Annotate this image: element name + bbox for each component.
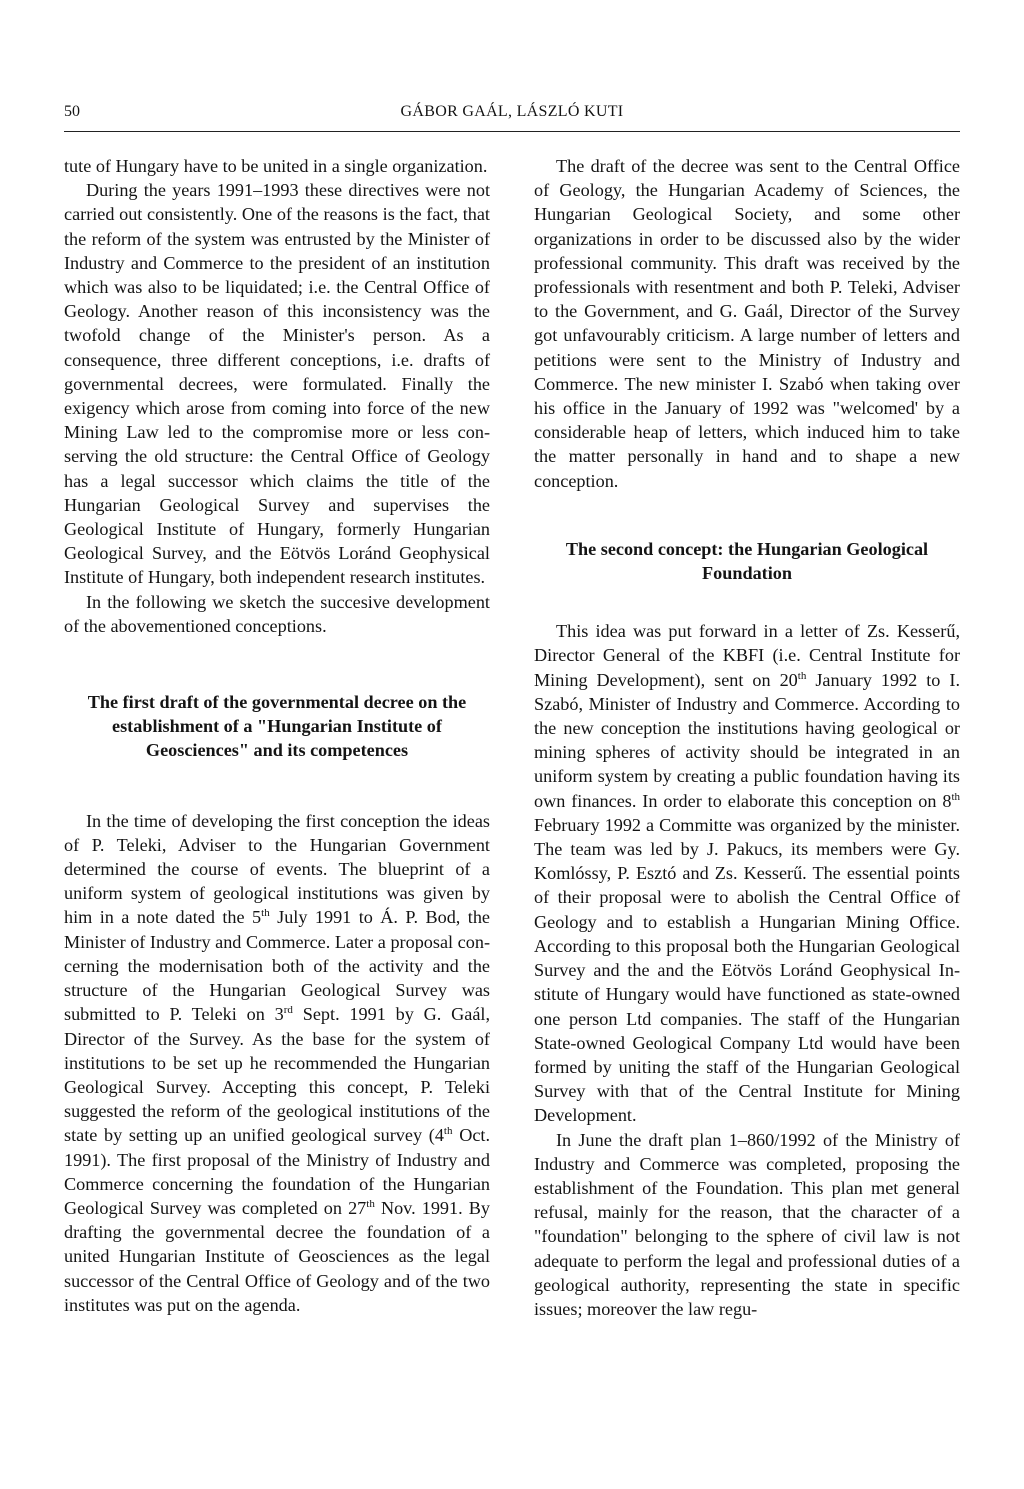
right-column [534,154,960,1321]
page-number: 50 [64,103,80,120]
paragraph: This idea was put forward in a letter of Zs. Kesserű, Director General of the KBFI (i.e. Central Institute for Mining Development), sent on 20th January 1992 to I. Szabó, Minister of Industry and Commerce. According to the new conception the institutions having geological or mining spheres of activity should be integrated in an uniform system by creating a public foundation having its own finances. In order to elaborate this conception on 8th February 1992 a Committe was organized by the minister. The team was led by J. Pakucs, its members were Gy. Komlóssy, P. Esztó and Zs. Kesserű. The essential points of their proposal were to abolish the Central Office of Geology and to establish a Hungarian Mining Office. According to this proposal both the Hungarian Geological Survey and the and the Eötvös Loránd Geophysical Institute of Hungary would have functioned as state-owned one person Ltd companies. The staff of the Hungarian State-owned Geological Company Ltd would have been formed by uniting the staff of the Hungarian Geological Survey with that of the Central Institute for Mining Development. [534,621,960,1126]
paragraph: During the years 1991–1993 these directives were not carried out consistently. One of the reasons is the fact, that the reform of the system was entrusted by the Minister of Industry and Commerce to the president of an institution which was also to be liquidated; i.e. the Central Office of Geology. Another reason of this inconsistency was the twofold change of the Minister's person. As a consequence, three different conceptions, i.e. drafts of governmental decrees, were formulated. Finally the exigency which arose from coming into force of the new Mining Law led to the compromise more or less conserving the old structure: the Central Office of Geology has a legal successor which claims the title of the Hungarian Geological Survey and supervises the Geological Institute of Hungary, formerly Hungarian Geological Survey, and the Eötvös Loránd Geophysical Institute of Hungary, both independent research institutes. [64,180,490,588]
running-title: GÁBOR GAÁL, LÁSZLÓ KUTI [400,103,624,120]
paragraph: In June the draft plan 1–860/1992 of the Ministry of Industry and Commerce was completed, proposing the establishment of the Foundation. This plan met general refusal, mainly for the reason, that the character of a "foundation" belonging to the sphere of civil law is not adequate to perform the legal and professional duties of a geological authority, representing the state in specific issues; moreover the law regu- [534,1129,960,1319]
page-header [64,103,960,129]
paragraph: tute of Hungary have to be united in a single organization. [64,156,488,176]
section-heading: The second concept: the Hungarian Geological Foundation [565,538,929,584]
paragraph: In the time of developing the first conception the ideas of P. Teleki, Adviser to the Hungarian Government determined the course of events. The blueprint of a uniform system of geological institutions was given by him in a note dated the 5th July 1991 to Á. P. Bod, the Minister of Industry and Commerce. Later a proposal concerning the modernisation both of the activity and the structure of the Hungarian Geological Survey was submitted to P. Teleki on 3rd Sept. 1991 by G. Gaál, Director of the Survey. As the base for the system of institutions to be set up he recommended the Hungarian Geological Survey. Accepting this concept, P. Teleki suggested the reform of the geological institutions of the state by setting up an unified geological survey (4th Oct. 1991). The first proposal of the Ministry of Industry and Commerce concerning the foundation of the Hungarian Geological Survey was completed on 27th Nov. 1991. By drafting the governmental decree the foundation of a united Hungarian Institute of Geosciences as the legal successor of the Central Office of Geology and of the two institutes was put on the agenda. [64,810,490,1315]
section-heading: The first draft of the governmental decree on the establishment of a "Hungarian Institute of Geosciences" and its competences [87,692,467,761]
left-column [64,154,490,1317]
header-rule [64,131,960,132]
paragraph: In the following we sketch the succesive development of the abovementioned conceptions. [64,591,490,636]
paragraph: The draft of the decree was sent to the Central Office of Geology, the Hungarian Academy of Sciences, the Hungarian Geological Society, and some other organizations in order to be discussed also by the wider professional community. This draft was received by the professionals with resentment and both P. Teleki, Adviser to the Government, and G. Gaál, Director of the Survey got unfavourably criticism. A large number of letters and petitions were sent to the Ministry of Industry and Commerce. The new minister I. Szabó when taking over his office in the January of 1992 was "welcomed' by a considerable heap of letters, which induced him to take the matter personally in hand and to shape a new conception. [534,156,960,491]
